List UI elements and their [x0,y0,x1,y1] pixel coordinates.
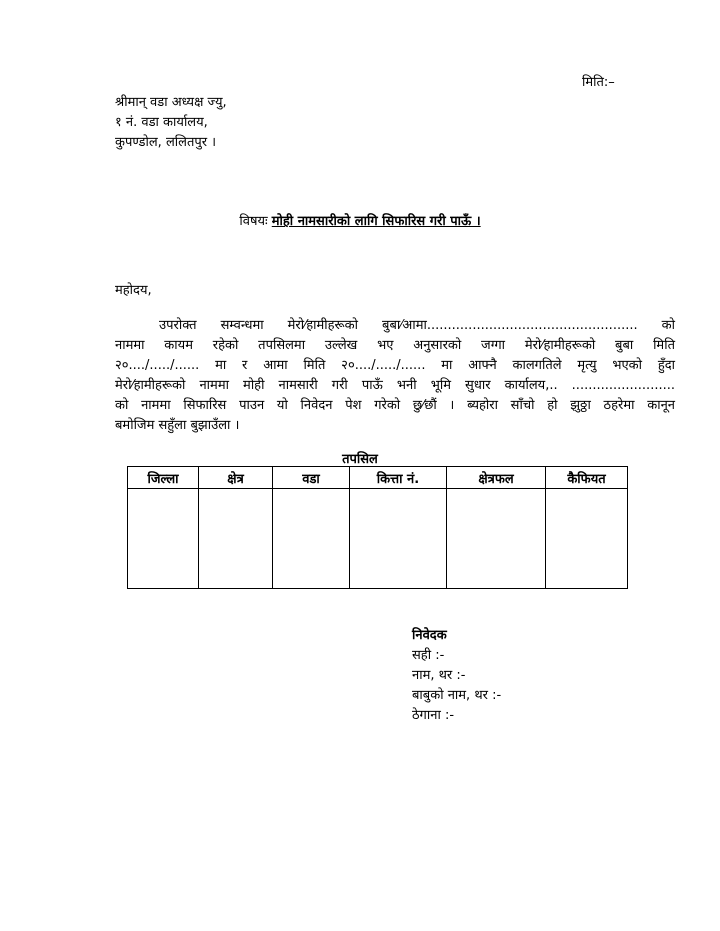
body-line-4: मेरो⁄हामीहरूको नाममा मोही नामसारी गरी पाऊँ भनी भूमि सुधार कार्यालय,.. ......................... [115,378,675,393]
subject-label: विषयः [239,214,268,229]
header-kitta-number: कित्ता नं. [350,467,447,489]
body-line-1-text: उपरोक्त सम्वन्धमा मेरो⁄हामीहरूको बुबा⁄आमा................................................... को [159,318,675,333]
header-area: क्षेत्र [199,467,273,489]
body-line-3: २०..../...../...... मा र आमा मिति २०..../...../...... मा आफ्नै कालगतिले मृत्यु भएको हुँदा [115,358,675,373]
recipient-address [115,93,227,153]
subject-text: मोही नामसारीको लागि सिफारिस गरी पाऊँ । [271,214,481,229]
details-table [127,466,628,589]
body-line-6: बमोजिम सहुँला बुझाउँला । [115,418,240,433]
table-row [128,489,628,589]
table-header-row [128,467,628,489]
body-line-5: को नाममा सिफारिस पाउन यो निवेदन पेश गरेको छु⁄छौं । ब्यहोरा साँचो हो झुठ्ठा ठहरेमा कानून [115,398,675,413]
table-cell [128,489,199,589]
table-cell [199,489,273,589]
address-line-2: १ नं. वडा कार्यालय, [115,115,208,130]
address-line-3: कुपण्डोल, ललितपुर । [115,135,217,150]
table-cell [447,489,546,589]
table-title: तपसिल [342,452,378,467]
applicant-title: निवेदक [412,628,447,643]
body-line-2: नाममा कायम रहेको तपसिलमा उल्लेख भए अनुसारको जग्गा मेरो⁄हामीहरूको बुबा मिति [115,338,675,353]
body-line-1 [115,316,675,336]
applicant-signature: सही :- [412,648,445,663]
table-cell [546,489,628,589]
header-ward: वडा [273,467,350,489]
address-line-1: श्रीमान् वडा अध्यक्ष ज्यु, [115,95,227,110]
subject-line [0,211,720,229]
header-area-size: क्षेत्रफल [447,467,546,489]
header-district: जिल्ला [128,467,199,489]
applicant-father-name: बाबुको नाम, थर :- [412,688,502,703]
date-label: मिति:– [582,75,615,90]
table-cell [350,489,447,589]
applicant-address: ठेगाना :- [412,708,455,723]
salutation: महोदय, [115,283,152,298]
header-remarks: कैफियत [546,467,628,489]
applicant-name: नाम, थर :- [412,668,466,683]
body-paragraph [115,316,675,436]
table-cell [273,489,350,589]
applicant-block [412,626,501,726]
